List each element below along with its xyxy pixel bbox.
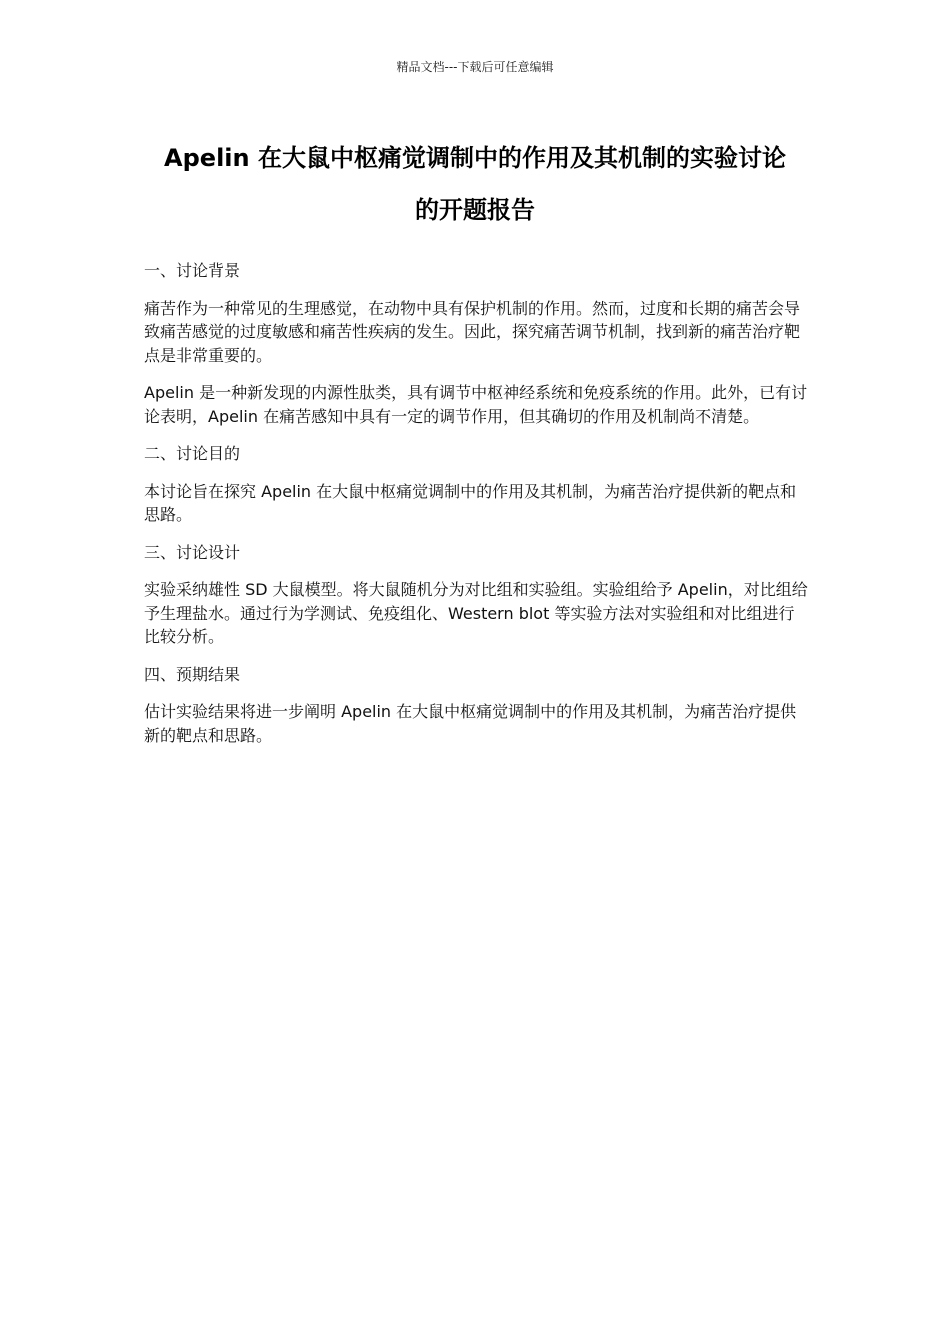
section-heading-purpose: 二、讨论目的 xyxy=(144,444,241,463)
paragraph-expected-results: 估计实验结果将进一步阐明 Apelin 在大鼠中枢痛觉调制中的作用及其机制，为痛苦治疗提供新的靶点和思路。 xyxy=(144,702,797,745)
section-heading-expected-results: 四、预期结果 xyxy=(144,664,241,684)
paragraph-design: 实验采纳雄性 SD 大鼠模型。将大鼠随机分为对比组和实验组。实验组给予 Apelin，对比组给予生理盐水。通过行为学测试、免疫组化、Western blot 等实验方法对实验组和对比组进行比较分析。 xyxy=(144,580,808,646)
document-title-line-1: Apelin 在大鼠中枢痛觉调制中的作用及其机制的实验讨论 xyxy=(164,144,786,172)
document-title-line-2: 的开题报告 xyxy=(415,196,535,224)
paragraph-background-1: 痛苦作为一种常见的生理感觉，在动物中具有保护机制的作用。然而，过度和长期的痛苦会导致痛苦感觉的过度敏感和痛苦性疾病的发生。因此，探究痛苦调节机制，找到新的痛苦治疗靶点是非常重要的。 xyxy=(144,298,801,365)
document-body xyxy=(144,259,810,761)
document-title xyxy=(140,132,810,236)
section-heading-design: 三、讨论设计 xyxy=(144,542,241,562)
paragraph-purpose: 本讨论旨在探究 Apelin 在大鼠中枢痛觉调制中的作用及其机制，为痛苦治疗提供新的靶点和思路。 xyxy=(144,481,797,524)
header-note: 精品文档---下载后可任意编辑 xyxy=(396,60,554,74)
paragraph-background-2: Apelin 是一种新发现的内源性肽类，具有调节中枢神经系统和免疫系统的作用。此外，已有讨论表明，Apelin 在痛苦感知中具有一定的调节作用，但其确切的作用及机制尚不清楚。 xyxy=(144,383,808,426)
section-heading-background: 一、讨论背景 xyxy=(144,261,241,280)
